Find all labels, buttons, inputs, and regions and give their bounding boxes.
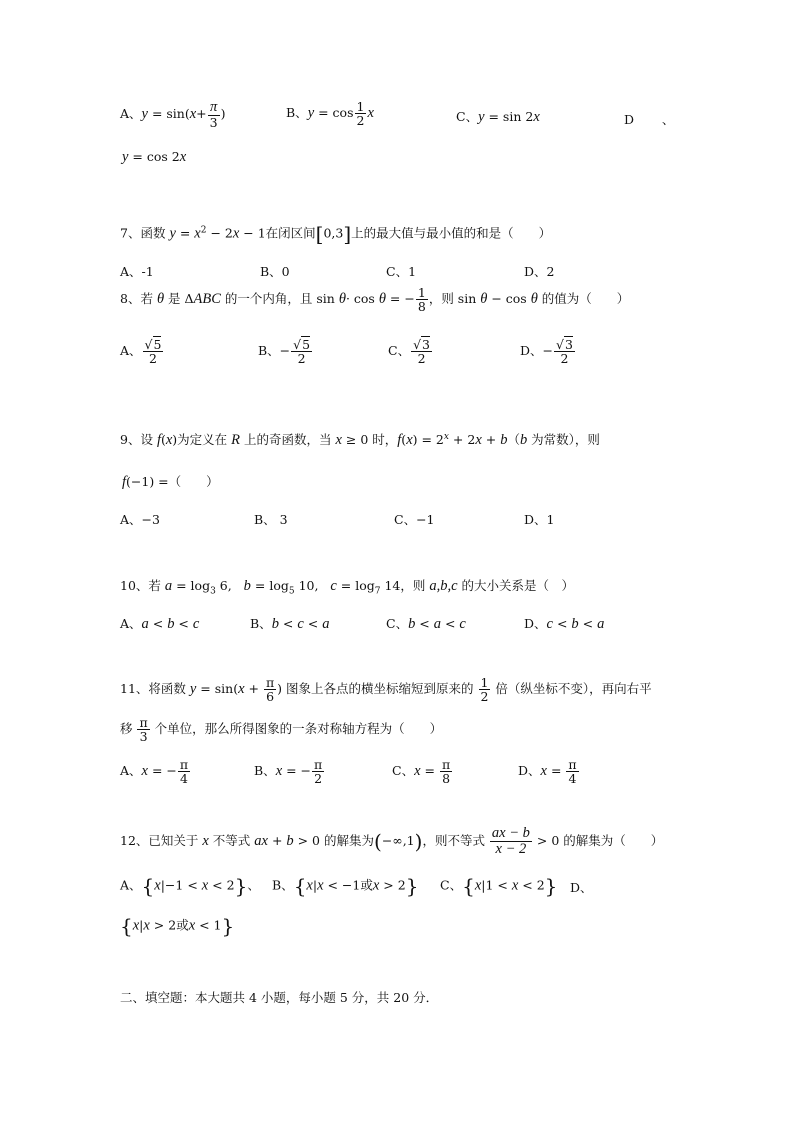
q9-stem: 9、设 f(x)为定义在 R 上的奇函数，当 x ≥ 0 时，$f(x) = 2^x + 2x + b(b$ 为常数），则 bbox=[120, 431, 600, 448]
q7-option-d: D、2 bbox=[524, 264, 555, 279]
q9-option-a: A、−3 bbox=[120, 512, 160, 527]
q8-option-d: D、− $\frac{√3}{2}$ bbox=[520, 337, 573, 367]
q12-stem: 12、已知关于 x 不等式 ax + b > 0 的解集为(−∞,1)，则不等式 $\frac{ax - b}{x - 2}$ > 0 的解集为（ ） bbox=[120, 825, 664, 858]
q8-stem: 8、若 θ 是 ΔABC 的一个内角，且 sin θ· cos θ = − $\frac{1}{8}$ ，则 sin θ − cos θ 的值为（ ） bbox=[120, 285, 630, 315]
q8-option-b: B、− $\frac{√5}{2}$ bbox=[258, 337, 311, 367]
q12-option-a: A、{x|−1 < x < 2}、 bbox=[120, 874, 260, 898]
q11-option-c: C、x = $\frac{\pi}{8}$ bbox=[392, 757, 451, 787]
q6-option-a: A、y = sin(x+ $\frac{\pi}{3}$ ) bbox=[120, 99, 226, 131]
q8-option-c: C、 $\frac{√3}{2}$ bbox=[388, 337, 430, 367]
q6-option-d: D 、 bbox=[624, 112, 675, 127]
q10-option-c: C、b < a < c bbox=[386, 616, 466, 632]
q11-option-b: B、x = − $\frac{\pi}{2}$ bbox=[254, 757, 323, 787]
q8-option-a: A、 $\frac{√5}{2}$ bbox=[120, 337, 162, 367]
q12-option-b: B、{x|x < −1或x > 2} bbox=[272, 874, 419, 898]
q10-option-d: D、c < b < a bbox=[524, 616, 605, 632]
q10-option-b: B、b < c < a bbox=[250, 616, 330, 632]
q9-option-b: B、 3 bbox=[254, 512, 288, 527]
q10-option-a: A、a < b < c bbox=[120, 616, 200, 632]
q7-option-c: C、1 bbox=[386, 264, 417, 279]
q9-option-d: D、1 bbox=[524, 512, 555, 527]
q11-stem-cont: 移 $\frac{\pi}{3}$ 个单位，那么所得图象的一条对称轴方程为（ ） bbox=[120, 715, 443, 745]
q12-option-c: C、{x|1 < x < 2} bbox=[440, 874, 558, 898]
section-2-heading: 二、填空题：本大题共 4 小题，每小题 5 分，共 20 分． bbox=[120, 990, 439, 1005]
q6-option-b: B、y = cos $\frac{1}{2}$ x bbox=[286, 99, 374, 129]
q10-stem: 10、若 $a = \log_3 6$, $b = \log_5 10$, $c = \log_7 14$，则 a,b,c 的大小关系是（ ） bbox=[120, 578, 575, 597]
q6-option-c: C、y = sin 2x bbox=[456, 109, 540, 125]
q11-option-d: D、x = $\frac{\pi}{4}$ bbox=[518, 757, 577, 787]
q12-option-d: D、 bbox=[570, 880, 593, 895]
q11-option-a: A、x = − $\frac{\pi}{4}$ bbox=[120, 757, 189, 787]
q11-stem: 11、将函数 y = sin(x + $\frac{\pi}{6}$ ) 图象上各点的横坐标缩短到原来的 $\frac{1}{2}$ 倍（纵坐标不变），再向右平 bbox=[120, 675, 652, 705]
q7-option-b: B、0 bbox=[260, 264, 290, 279]
q7-option-a: A、-1 bbox=[120, 264, 154, 279]
q9-option-c: C、−1 bbox=[394, 512, 435, 527]
q9-stem-cont: f(−1) =（ ） bbox=[122, 474, 219, 490]
q6-option-d-formula: y = cos 2x bbox=[122, 149, 187, 165]
q12-option-d-set: {x|x > 2或x < 1} bbox=[120, 914, 235, 938]
q7-stem: 7、函数 $y = x^2 - 2x - 1$在闭区间[0,3]上的最大值与最小值的和是（ ） bbox=[120, 222, 552, 246]
